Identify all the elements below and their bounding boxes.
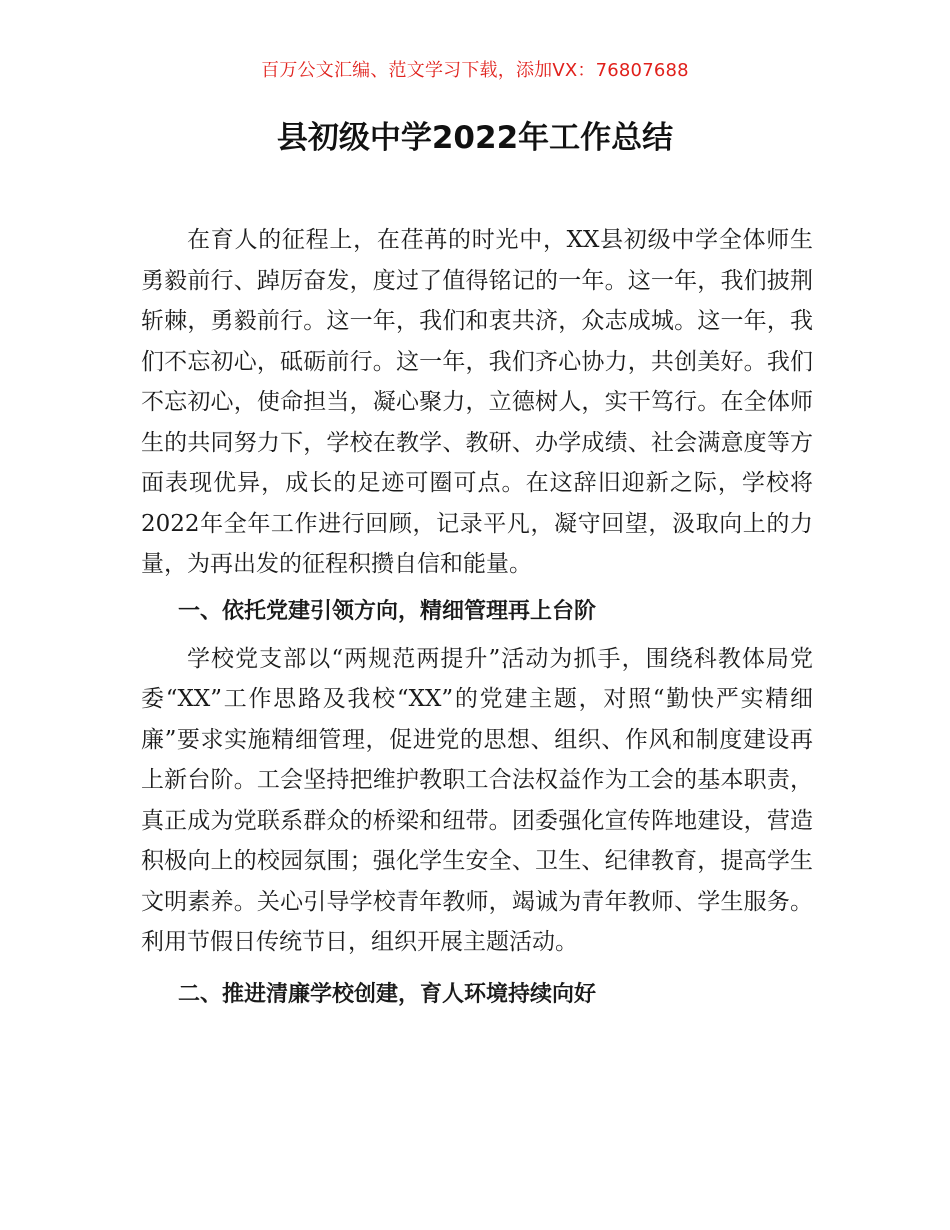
section-2-heading: 二、推进清廉学校创建，育人环境持续向好: [178, 981, 597, 1007]
section-1-heading: 一、依托党建引领方向，精细管理再上台阶: [178, 598, 597, 624]
intro-paragraph: 在育人的征程上，在荏苒的时光中，XX县初级中学全体师生勇毅前行、踔厉奋发，度过了值得铭记的一年。这一年，我们披荆斩棘，勇毅前行。这一年，我们和衷共济，众志成城。这一年，我们不忘初心，砥砺前行。这一年，我们齐心协力，共创美好。我们不忘初心，使命担当，凝心聚力，立德树人，实干笃行。在全体师生的共同努力下，学校在教学、教研、办学成绩、社会满意度等方面表现优异，成长的足迹可圈可点。在这辞旧迎新之际，学校将2022年全年工作进行回顾，记录平凡，凝守回望，汲取向上的力量，为再出发的征程积攒自信和能量。: [141, 227, 813, 577]
section-1-paragraph: 学校党支部以“两规范两提升”活动为抓手，围绕科教体局党委“XX”工作思路及我校“XX”的党建主题，对照“勤快严实精细廉”要求实施精细管理，促进党的思想、组织、作风和制度建设再上新台阶。工会坚持把维护教职工合法权益作为工会的基本职责，真正成为党联系群众的桥梁和纽带。团委强化宣传阵地建设，营造积极向上的校园氛围；强化学生安全、卫生、纪律教育，提高学生文明素养。关心引导学校青年教师，竭诚为青年教师、学生服务。利用节假日传统节日，组织开展主题活动。: [141, 645, 813, 955]
document-title: 县初级中学2022年工作总结: [276, 120, 674, 156]
promo-banner: 百万公文汇编、范文学习下载，添加VX：76807688: [261, 60, 689, 81]
document-body: [141, 220, 813, 1022]
